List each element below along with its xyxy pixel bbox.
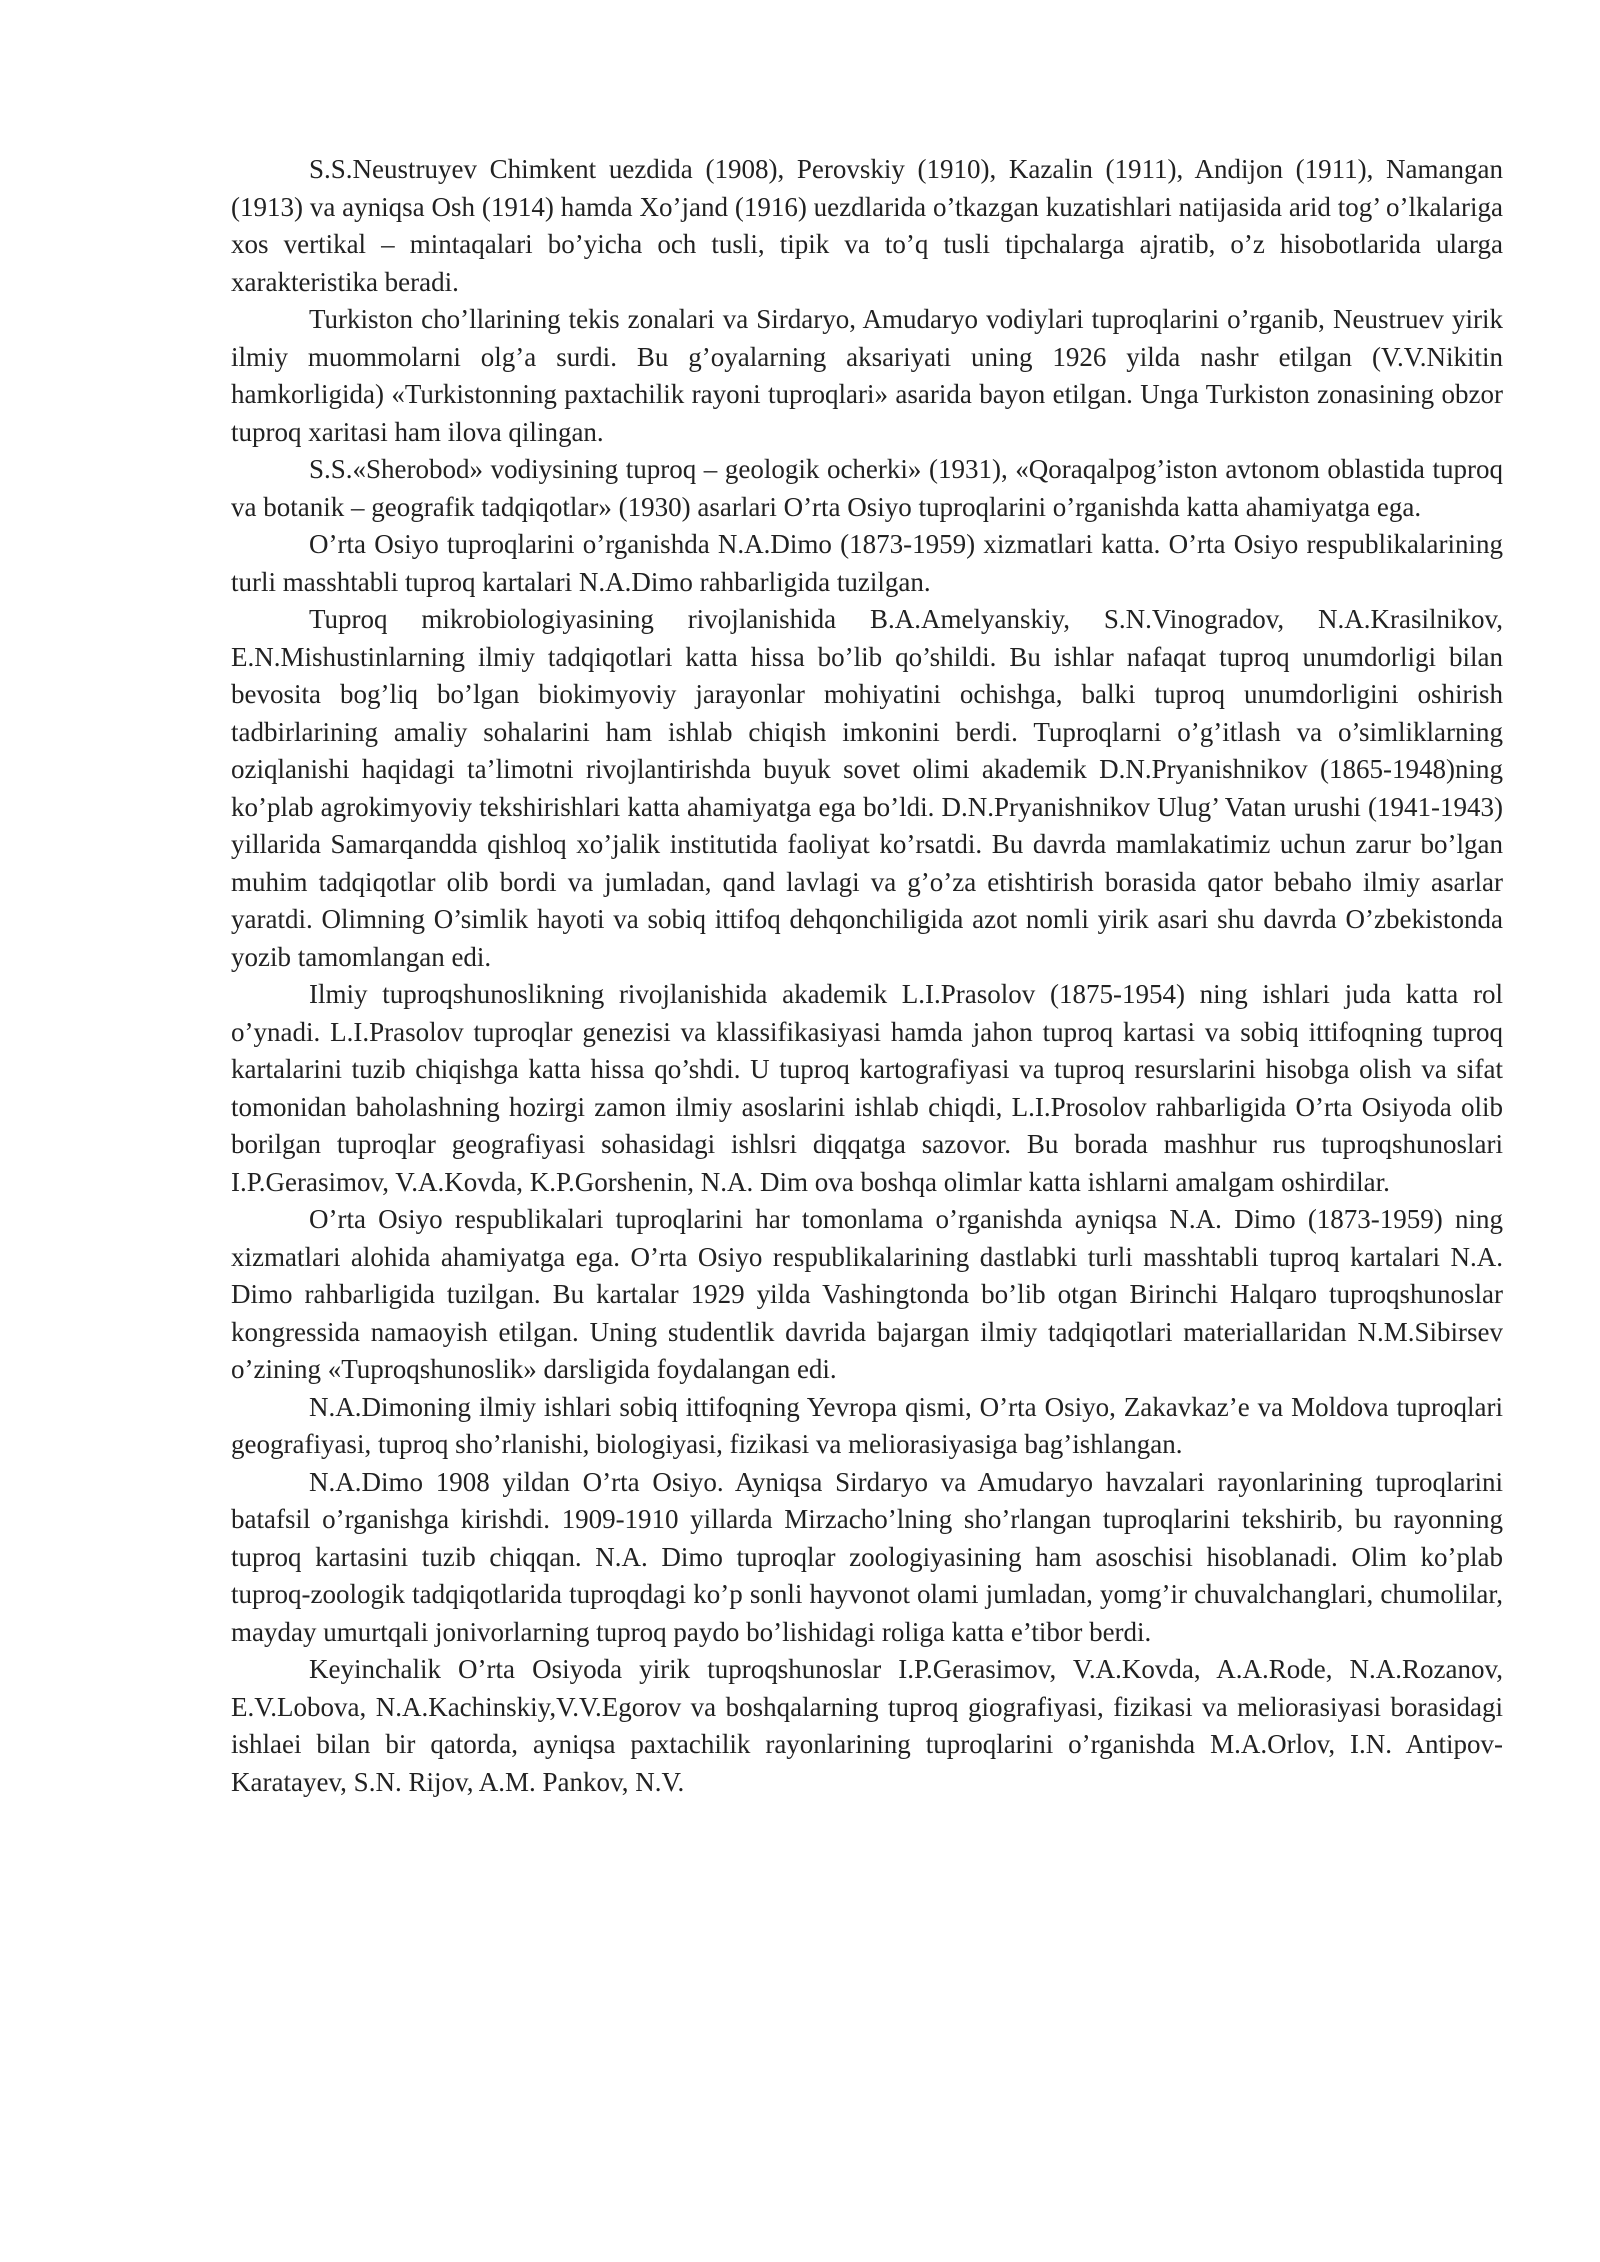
paragraph-dimo-services: O’rta Osiyo tuproqlarini o’rganishda N.A.Dimo (1873-1959) xizmatlari katta. O’rta Osiyo respublikalarining turli masshtabli tuproq kartalari N.A.Dimo rahbarligida tuzilgan.: [231, 529, 1503, 597]
document-page: [231, 151, 1503, 1801]
paragraph-central-asia-republics: O’rta Osiyo respublikalari tuproqlarini har tomonlama o’rganishda ayniqsa N.A. Dimo (1873-1959) ning xizmatlari alohida ahamiyatga ega. O’rta Osiyo respublikalarining dastlabki turli masshtabli tuproq kartalari N.A. Dimo rahbarligida tuzilgan. Bu kartalar 1929 yilda Vashingtonda bo’lib otgan Birinchi Halqaro tuproqshunoslar kongressida namaoyish etilgan. Uning studentlik davrida bajargan ilmiy tadqiqotlari materiallaridan N.M.Sibirsev o’zining «Tuproqshunoslik» darsligida foydalangan edi.: [231, 1204, 1503, 1384]
paragraph-turkiston-deserts: Turkiston cho’llarining tekis zonalari va Sirdaryo, Amudaryo vodiylari tuproqlarini o’rganib, Neustruev yirik ilmiy muommolarni olg’a surdi. Bu g’oyalarning aksariyati uning 1926 yilda nashr etilgan (V.V.Nikitin hamkorligida) «Turkistonning paxtachilik rayoni tuproqlari» asarida bayon etilgan. Unga Turkiston zonasining obzor tuproq xaritasi ham ilova qilingan.: [231, 304, 1503, 447]
paragraph-dimo-scientific-works: N.A.Dimoning ilmiy ishlari sobiq ittifoqning Yevropa qismi, O’rta Osiyo, Zakavkaz’e va Moldova tuproqlari geografiyasi, tuproq sho’rlanishi, biologiyasi, fizikasi va meliorasiyasiga bag’ishlangan.: [231, 1391, 1503, 1459]
paragraph-dimo-1908: N.A.Dimo 1908 yildan O’rta Osiyo. Ayniqsa Sirdaryo va Amudaryo havzalari rayonlarining tuproqlarini batafsil o’rganishga kirishdi. 1909-1910 yillarda Mirzacho’lning sho’rlangan tuproqlarini tekshirib, bu rayonning tuproq kartasini tuzib chiqqan. N.A. Dimo tuproqlar zoologiyasining ham asoschisi hisoblanadi. Olim ko’plab tuproq-zoologik tadqiqotlarida tuproqdagi ko’p sonli hayvonot olami jumladan, yomg’ir chuvalchanglari, chumolilar, mayday umurtqali jonivorlarning tuproq paydo bo’lishidagi roliga katta e’tibor berdi.: [231, 1466, 1503, 1647]
paragraph-prasolov: Ilmiy tuproqshunoslikning rivojlanishida akademik L.I.Prasolov (1875-1954) ning ishlari juda katta rol o’ynadi. L.I.Prasolov tuproqlar genezisi va klassifikasiyasi hamda jahon tuproq kartasi va sobiq ittifoqning tuproq kartalarini tuzib chiqishga katta hissa qo’shdi. U tuproq kartografiyasi va tuproq resurslarini hisobga olish va sifat tomonidan baholashning hozirgi zamon ilmiy asoslarini ishlab chiqdi, L.I.Prosolov rahbarligida O’rta Osiyoda olib borilgan tuproqlar geografiyasi sohasidagi ishlsri diqqatga sazovor. Bu borada mashhur rus tuproqshunoslari I.P.Gerasimov, V.A.Kovda, K.P.Gorshenin, N.A. Dim ova boshqa olimlar katta ishlarni amalgam oshirdilar.: [231, 979, 1503, 1197]
paragraph-soil-microbiology: Tuproq mikrobiologiyasining rivojlanishida B.A.Amelyanskiy, S.N.Vinogradov, N.A.Krasilnikov, E.N.Mishustinlarning ilmiy tadqiqotlari katta hissa bo’lib qo’shildi. Bu ishlar nafaqat tuproq unumdorligi bilan bevosita bog’liq bo’lgan biokimyoviy jarayonlar mohiyatini ochishga, balki tuproq unumdorligini oshirish tadbirlarining amaliy sohalarini ham ishlab chiqish imkonini berdi. Tuproqlarni o’g’itlash va o’simliklarning oziqlanishi haqidagi ta’limotni rivojlantirishda buyuk sovet olimi akademik D.N.Pryanishnikov (1865-1948)ning ko’plab agrokimyoviy tekshirishlari katta ahamiyatga ega bo’ldi. D.N.Pryanishnikov Ulug’ Vatan urushi (1941-1943) yillarida Samarqandda qishloq xo’jalik institutida faoliyat ko’rsatdi. Bu davrda mamlakatimiz uchun zarur bo’lgan muhim tadqiqotlar olib bordi va jumladan, qand lavlagi va g’o’za etishtirish borasida qator bebaho ilmiy asarlar yaratdi. Olimning O’simlik hayoti va sobiq ittifoq dehqonchiligida azot nomli yirik asari shu davrda O’zbekistonda yozib tamomlangan edi.: [231, 604, 1503, 972]
paragraph-sherobod-works: S.S.«Sherobod» vodiysining tuproq – geologik ocherki» (1931), «Qoraqalpog’iston avtonom oblastida tuproq va botanik – geografik tadqiqotlar» (1930) asarlari O’rta Osiyo tuproqlarini o’rganishda katta ahamiyatga ega.: [231, 454, 1503, 522]
paragraph-later-soil-scientists: Keyinchalik O’rta Osiyoda yirik tuproqshunoslar I.P.Gerasimov, V.A.Kovda, A.A.Rode, N.A.Rozanov, E.V.Lobova, N.A.Kachinskiy,V.V.Egorov va boshqalarning tuproq giografiyasi, fizikasi va meliorasiyasi borasidagi ishlaei bilan bir qatorda, ayniqsa paxtachilik rayonlarining tuproqlarini o’rganishda M.A.Orlov, I.N. Antipov-Karatayev, S.N. Rijov, A.M. Pankov, N.V.: [231, 1654, 1503, 1797]
paragraph-neustruyev-uezds: S.S.Neustruyev Chimkent uezdida (1908), Perovskiy (1910), Kazalin (1911), Andijon (1911), Namangan (1913) va ayniqsa Osh (1914) hamda Xo’jand (1916) uezdlarida o’tkazgan kuzatishlari natijasida arid tog’ o’lkalariga xos vertikal – mintaqalari bo’yicha och tusli, tipik va to’q tusli tipchalarga ajratib, o’z hisobotlarida ularga xarakteristika beradi.: [231, 154, 1503, 297]
